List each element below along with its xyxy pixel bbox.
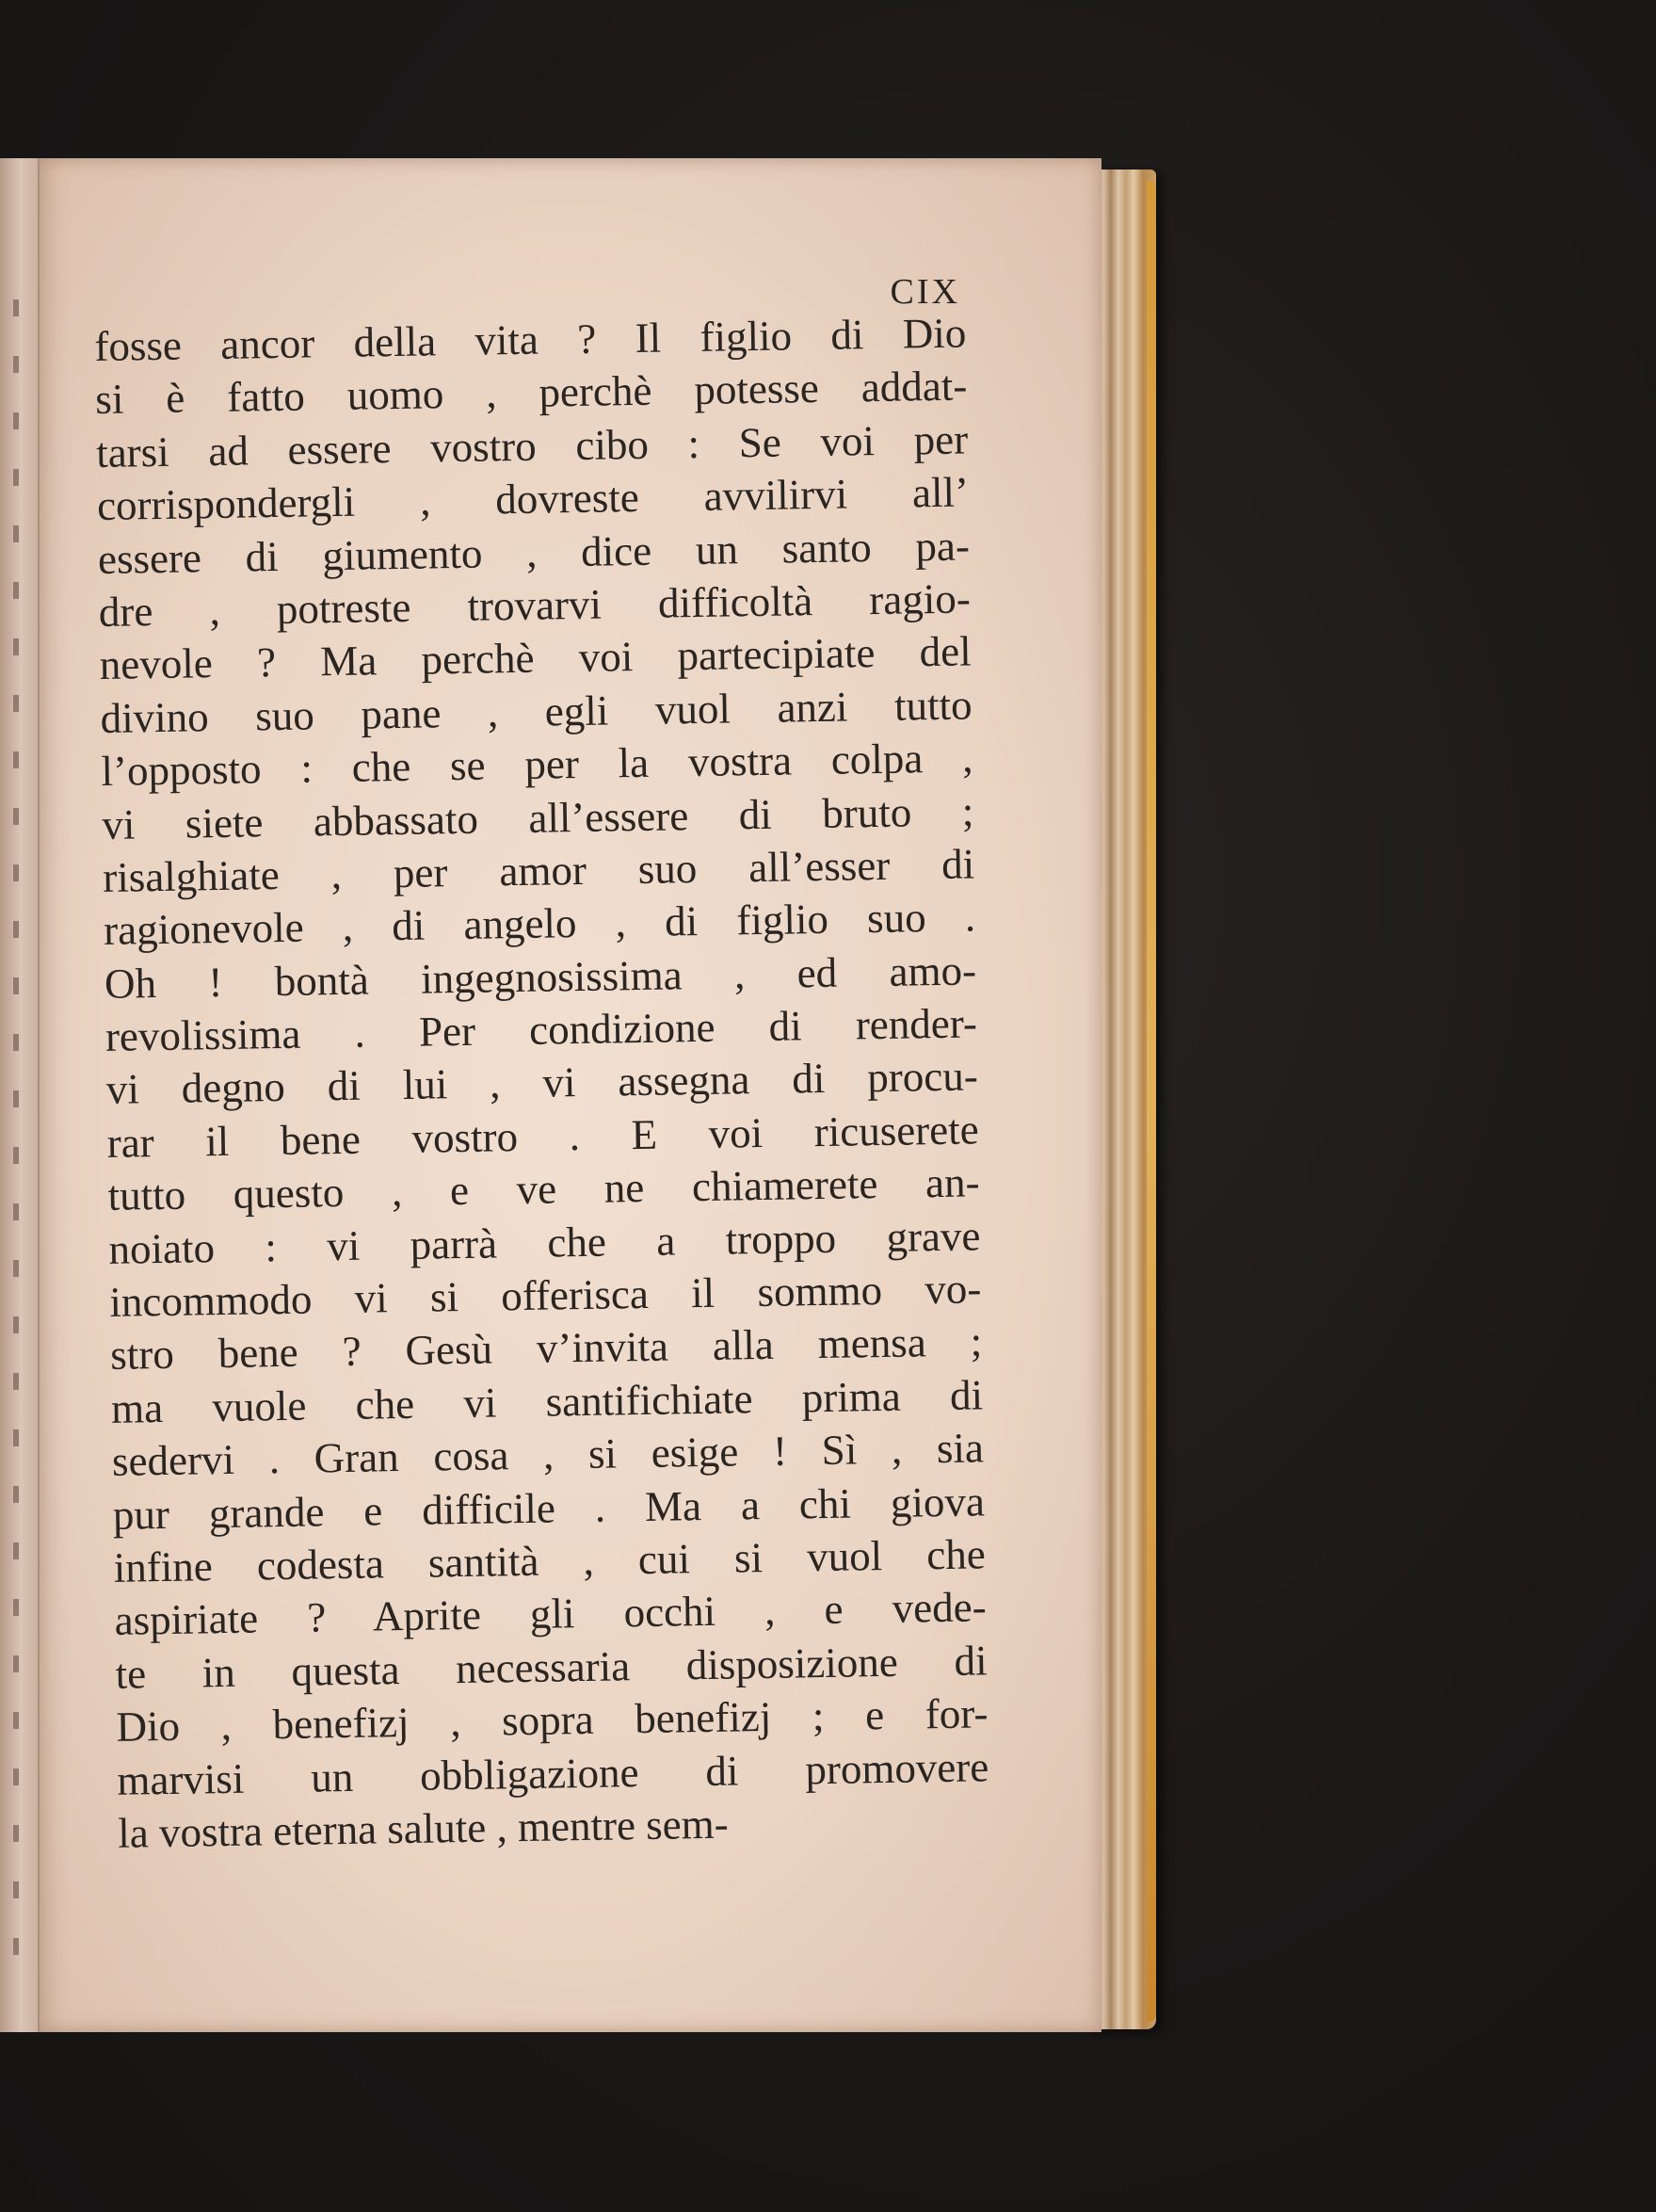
body-text [94,306,990,1860]
text-line: infine codesta santità , cui si vuol che [113,1530,987,1591]
text-line: noiato : vi parrà che a troppo grave [108,1211,981,1273]
text-line: si è fatto uomo , perchè potesse addat- [94,362,968,424]
text-line: essere di giumento , dice un santo pa- [97,521,971,583]
text-line: vi degno di lui , vi assegna di procu- [105,1052,979,1114]
text-line: ma vuole che vi santifichiate prima di [110,1371,984,1432]
page-number: CIX [890,272,960,312]
text-line: marvisi un obbligazione di promovere [116,1742,989,1804]
text-line: stro bene ? Gesù v’invita alla mensa ; [109,1317,983,1380]
text-line: l’opposto : che se per la vostra colpa , [101,734,973,796]
text-line: ragionevole , di angelo , di figlio suo . [103,893,976,955]
text-line: incommodo vi si offerisca il sommo vo- [108,1265,982,1326]
text-line: la vostra eterna salute , mentre sem- [117,1800,730,1857]
text-line: corrispondergli , dovreste avvilirvi all’ [96,468,970,530]
text-line: vi siete abbassato all’essere di bruto ; [102,786,974,848]
text-line: Oh ! bontà ingegnosissima , ed amo- [104,946,977,1008]
text-line: rar il bene vostro . E voi ricuserete [106,1106,980,1167]
text-line: Dio , benefizj , sopra benefizj ; e for- [116,1689,989,1751]
text-line: fosse ancor della vita ? Il figlio di Dio [94,309,967,370]
text-line: te in questa necessaria disposizione di [115,1637,988,1698]
text-line: revolissima . Per condizione di render- [105,999,978,1060]
text-line: divino suo pane , egli vuol anzi tutto [100,681,973,742]
text-line: aspiriate ? Aprite gli occhi , e vede- [114,1583,987,1645]
text-line: pur grande e difficile . Ma a chi giova [112,1477,986,1539]
text-line: nevole ? Ma perchè voi partecipiate del [99,627,973,689]
book-page [40,158,1101,2032]
text-line: tutto questo , e ve ne chiamerete an- [107,1158,980,1220]
text-line: tarsi ad essere vostro cibo : Se voi per [95,415,969,476]
facing-page-edge [0,158,40,2032]
text-line: dre , potreste trovarvi difficoltà ragio- [98,574,972,636]
text-line: risalghiate , per amor suo all’esser di [102,840,975,901]
text-line: sedervi . Gran cosa , si esige ! Sì , sia [111,1424,985,1486]
